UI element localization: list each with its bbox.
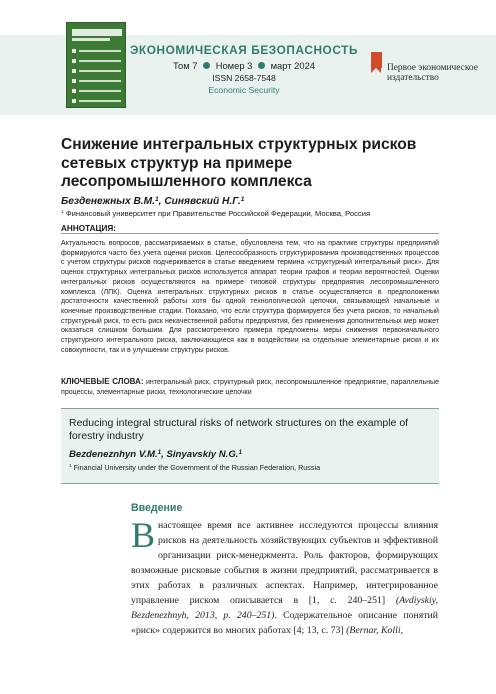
article-affiliation <box>61 209 370 218</box>
introduction-text <box>131 515 438 639</box>
divider <box>61 233 439 234</box>
intro-text-part: . Содержательное описание понятий «риск» содержится во многих работах [4; 13, с. 73] <box>131 609 438 636</box>
intro-text-part: настоящее время все активнее исследуются процессы влияния рисков на деятельность хозяйствующих субъектов и эффективной организации риск-менеджмента. Роль факторов, формирующих возможные рисковые события в жизни предприятий, рассматривается в этих работах в различных аспектах. Например, интегрированное управление риском описывается в [1, с. 240–251] <box>131 520 438 606</box>
citation: (Bernar, Kolli, <box>346 624 404 636</box>
bullet-icon <box>203 62 210 69</box>
journal-date: март 2024 <box>270 60 316 71</box>
journal-number: Номер 3 <box>215 60 253 71</box>
english-summary-box <box>61 409 439 484</box>
keywords <box>61 377 439 397</box>
drop-cap: В <box>131 515 156 555</box>
cover-bullet <box>72 49 76 53</box>
author-name: Bezdeneznhyn V.M. <box>69 449 158 460</box>
affiliation-text: Financial University under the Government of the Russian Federation, Russia <box>71 463 321 472</box>
journal-title: ЭКОНОМИЧЕСКАЯ БЕЗОПАСНОСТЬ <box>129 43 359 57</box>
affiliation-marker: 1 <box>69 463 72 468</box>
affiliation-marker: 1 <box>240 196 245 203</box>
citation: (Avdiyskiy, Bezdenezhnyh, 2013, p. 240–251) <box>131 594 438 621</box>
author-name: Безденежных В.М. <box>61 196 155 207</box>
cover-line <box>79 70 121 72</box>
affiliation-marker: 1 <box>154 196 159 203</box>
cover-bullet <box>72 69 76 73</box>
section-heading-introduction: Введение <box>131 502 183 514</box>
cover-subtitle-bar <box>72 38 110 41</box>
cover-title-bar <box>72 29 122 36</box>
abstract-heading: АННОТАЦИЯ: <box>61 224 116 233</box>
english-authors <box>69 449 242 460</box>
journal-title-en: Economic Security <box>208 85 280 95</box>
affiliation-marker: 1 <box>238 449 242 456</box>
cover-line <box>79 80 121 82</box>
bookmark-icon <box>371 52 382 68</box>
abstract-text: Актуальность вопросов, рассматриваемых в статье, обусловлена тем, что на практике структуры предприятий формируются часто без учета оценки рисков. Целесообразность структурирования производственных процессов с учетом структуры рисков подчеркивается в статье введением термина «структурный интегральный риск». Для оценок структурных интегральных рисков используется аппарат теории графов и теории вероятностей. Оценки интегральных рисков осуществляются на примере типовой структуры предприятия лесопромышленного комплекса (ЛПК). Оценка интегральных структурных рисков в статье осуществляется в предположении достаточности качественной работы хотя бы одной технологической цепочки, связывающей начальные и конечные производственные стадии. Показано, что если структура формируется без учета рисков, то начальный структурный риск, то есть риск некачественной работы предприятия, без применения дополнительных мер может оказаться слишком большим. Для рассмотренного примера предложены меры снижения первоначального структурного интегрального риска, заключающиеся как в воздействии на отдельные элементарные риски и их совокупности, так и в улучшении структуры рисков. <box>61 240 439 354</box>
journal-issue-line <box>128 60 360 71</box>
journal-cover-image <box>66 22 126 108</box>
english-affiliation <box>69 463 320 472</box>
cover-bullet <box>72 99 76 103</box>
author-name: Sinyavskiy N.G. <box>166 449 239 460</box>
affiliation-marker: 1 <box>157 449 162 456</box>
author-name: Синявский Н.Г. <box>164 196 241 207</box>
article-authors <box>61 196 244 207</box>
journal-header <box>0 0 496 120</box>
keywords-text: интегральный риск, структурный риск, лесопромышленное предприятие, параллельные процессы, элементарные риски, технологические цепочки <box>61 379 439 396</box>
cover-bullet <box>72 89 76 93</box>
cover-bullet <box>72 79 76 83</box>
english-title: Reducing integral structural risks of network structures on the example of forestry industry <box>69 417 409 442</box>
journal-info <box>128 43 360 95</box>
bullet-icon <box>258 62 265 69</box>
cover-line <box>79 50 121 52</box>
publisher-name: Первое экономическое издательство <box>387 63 478 84</box>
cover-line <box>79 60 121 62</box>
cover-line <box>79 100 121 102</box>
journal-issn: ISSN 2658-7548 <box>212 73 276 83</box>
affiliation-marker: 1 <box>61 210 64 215</box>
journal-volume: Том 7 <box>172 60 198 71</box>
affiliation-text: Финансовый университет при Правительстве Российской Федерации, Москва, Россия <box>63 209 371 218</box>
author-separator: , <box>161 449 167 460</box>
article-title: Снижение интегральных структурных рисков сетевых структур на примере лесопромышленного комплекса <box>61 136 417 190</box>
author-separator: , <box>158 196 165 207</box>
cover-line <box>79 90 121 92</box>
cover-bullet <box>72 59 76 63</box>
keywords-heading: КЛЮЧЕВЫЕ СЛОВА: <box>61 377 144 386</box>
